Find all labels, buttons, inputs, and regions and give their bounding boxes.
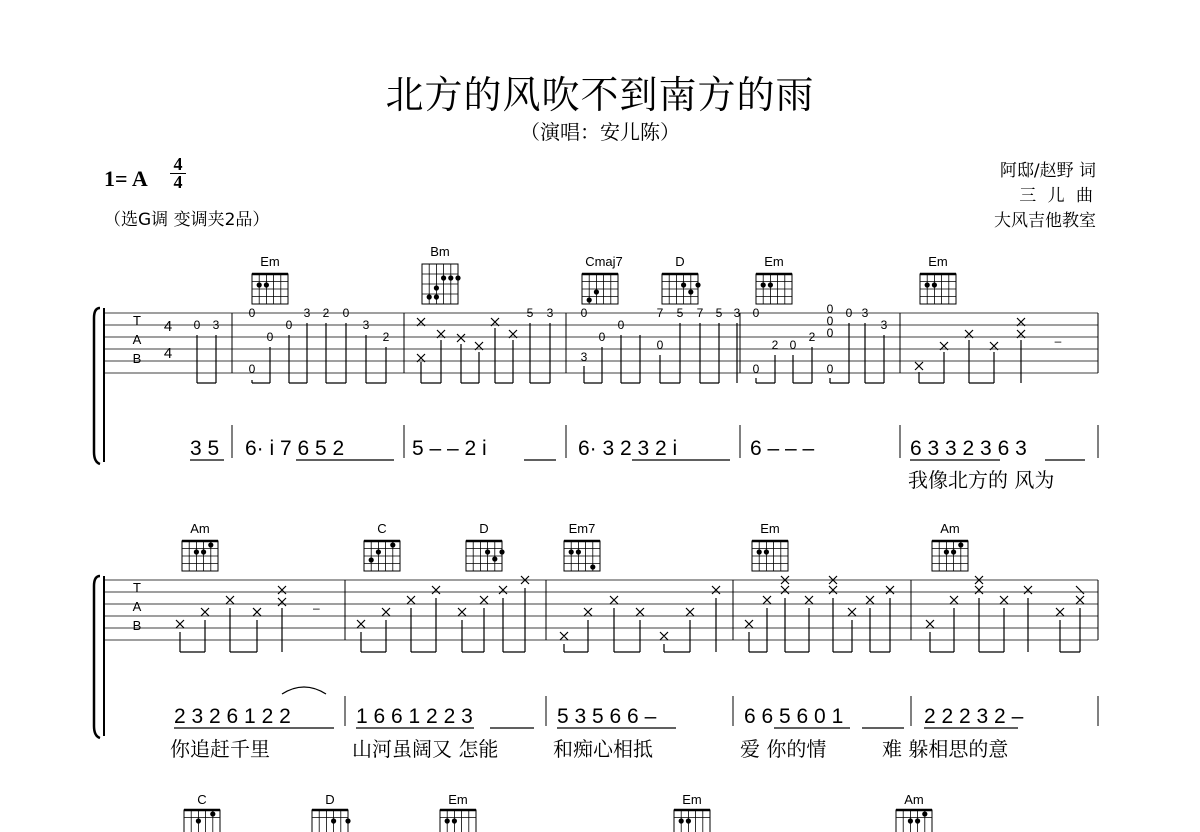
tab-clef-t: T xyxy=(133,580,141,595)
chord-diagrams-row-1 xyxy=(252,244,956,304)
svg-text:0: 0 xyxy=(826,362,834,376)
chord-diagram-c xyxy=(184,792,220,832)
tab-clef-b: B xyxy=(132,351,142,366)
svg-text:5: 5 xyxy=(676,306,684,320)
tab-time-bottom: 4 xyxy=(163,345,173,362)
key-signature: 1= A xyxy=(104,166,148,191)
svg-text:2: 2 xyxy=(771,338,779,352)
composer-credit: 三 儿 曲 xyxy=(1019,186,1096,206)
lyric-phrase-2: 山河虽阔又 怎能 xyxy=(352,737,499,761)
svg-text:2: 2 xyxy=(322,306,330,320)
svg-text:0: 0 xyxy=(285,318,293,332)
chord-diagram-em xyxy=(674,792,710,832)
lyrics-row-2 xyxy=(170,737,1008,761)
chord-diagram-d xyxy=(466,521,505,571)
chord-diagram-am xyxy=(932,521,968,571)
measure-3-notes: 5 – – 2 i xyxy=(412,437,487,460)
svg-text:3: 3 xyxy=(733,306,741,320)
svg-text:–: – xyxy=(1054,334,1062,348)
svg-text:0: 0 xyxy=(617,318,625,332)
measure-7-notes: 2 3 2 6 1 2 2 xyxy=(174,705,291,728)
svg-text:0: 0 xyxy=(826,326,834,340)
chord-diagram-c xyxy=(364,521,400,571)
svg-text:3: 3 xyxy=(580,350,588,364)
chord-name: Em xyxy=(760,521,780,536)
chord-diagram-bm xyxy=(422,244,461,304)
lyric-phrase-1: 你追赶千里 xyxy=(170,737,270,761)
chord-diagram-em xyxy=(252,254,288,304)
chord-name: Em xyxy=(260,254,280,269)
svg-text:3: 3 xyxy=(362,318,370,332)
tab-time-top: 4 xyxy=(163,318,173,335)
chord-name: C xyxy=(377,521,387,536)
chord-diagram-am xyxy=(182,521,218,571)
numbered-notation-row-1 xyxy=(190,437,1027,460)
svg-text:0: 0 xyxy=(193,318,201,332)
lyric-line-1: 我像北方的 风为 xyxy=(908,468,1055,492)
svg-text:0: 0 xyxy=(789,338,797,352)
lyric-phrase-3: 和痴心相抵 xyxy=(553,737,653,761)
chord-diagram-em xyxy=(756,254,792,304)
svg-text:0: 0 xyxy=(342,306,350,320)
song-title: 北方的风吹不到南方的雨 xyxy=(385,73,815,117)
lyric-phrase-5: 难 躲相思的意 xyxy=(882,737,1009,761)
capo-note: （选G调 变调夹2品） xyxy=(104,210,270,230)
tab-clef-row-1 xyxy=(133,313,173,366)
chord-diagram-em xyxy=(752,521,788,571)
strum-marks-row-1 xyxy=(417,318,1025,370)
svg-text:5: 5 xyxy=(526,306,534,320)
svg-text:3: 3 xyxy=(546,306,554,320)
stems-row-1 xyxy=(197,323,1021,383)
chord-name: D xyxy=(325,792,335,807)
tab-clef-a: A xyxy=(132,599,142,614)
time-top: 4 xyxy=(173,154,183,174)
chord-diagrams-row-3 xyxy=(184,792,932,832)
svg-text:2: 2 xyxy=(382,330,390,344)
chord-name: C xyxy=(197,792,207,807)
svg-text:0: 0 xyxy=(845,306,853,320)
svg-text:0: 0 xyxy=(248,306,256,320)
svg-text:2: 2 xyxy=(808,330,816,344)
chord-name: Bm xyxy=(430,244,450,259)
stems-row-2 xyxy=(180,588,1080,652)
svg-text:3: 3 xyxy=(861,306,869,320)
rest-mark: – xyxy=(313,601,320,615)
svg-text:3: 3 xyxy=(303,306,311,320)
svg-text:0: 0 xyxy=(656,338,664,352)
measure-4-notes: 6· 3 2 3 2 i xyxy=(578,437,678,460)
svg-text:0: 0 xyxy=(248,362,256,376)
measure-1-notes: 3 5 xyxy=(190,437,220,460)
svg-text:0: 0 xyxy=(598,330,606,344)
chord-name: D xyxy=(479,521,489,536)
tab-clef-row-2 xyxy=(133,580,142,633)
svg-text:0: 0 xyxy=(826,314,834,328)
chord-name: Am xyxy=(904,792,924,807)
chord-name: Am xyxy=(940,521,960,536)
chord-diagram-d xyxy=(662,254,701,304)
time-bottom: 4 xyxy=(173,172,183,192)
singer-subtitle: （演唱：安儿陈） xyxy=(520,120,680,144)
chord-diagram-em xyxy=(440,792,476,832)
measure-2-notes: 6· i 7 6 5 2 xyxy=(245,437,345,460)
chord-name: Am xyxy=(190,521,210,536)
chord-name: Em xyxy=(764,254,784,269)
chord-name: Cmaj7 xyxy=(585,254,623,269)
svg-text:7: 7 xyxy=(696,306,704,320)
svg-text:0: 0 xyxy=(580,306,588,320)
chord-diagram-am xyxy=(896,792,932,832)
chord-diagrams-row-2 xyxy=(182,521,968,571)
tie-arc xyxy=(282,687,326,694)
measure-11-notes: 2 2 2 3 2 – xyxy=(924,705,1024,728)
chord-name: Em7 xyxy=(568,521,596,536)
svg-text:3: 3 xyxy=(212,318,220,332)
chord-diagram-em7 xyxy=(564,521,600,571)
svg-text:5: 5 xyxy=(715,306,723,320)
chord-name: Em xyxy=(928,254,948,269)
tab-clef-b: B xyxy=(132,618,142,633)
svg-text:7: 7 xyxy=(656,306,664,320)
tab-clef-a: A xyxy=(132,332,142,347)
measure-10-notes: 6 6 5 6 0 1 xyxy=(744,705,844,728)
measure-8-notes: 1 6 6 1 2 2 3 xyxy=(356,705,473,728)
chord-diagram-d xyxy=(312,792,351,832)
lyric-phrase-4: 爱 你的情 xyxy=(740,737,827,761)
chord-name: Em xyxy=(448,792,468,807)
svg-text:0: 0 xyxy=(752,362,760,376)
chord-diagram-cmaj7 xyxy=(582,254,623,304)
svg-text:0: 0 xyxy=(752,306,760,320)
numbered-notation-row-2 xyxy=(174,705,1024,728)
svg-text:0: 0 xyxy=(826,302,834,316)
measure-5-notes: 6 – – – xyxy=(750,437,815,460)
publisher-credit: 大风吉他教室 xyxy=(994,211,1096,231)
svg-text:3: 3 xyxy=(880,318,888,332)
measure-6-notes: 6 3 3 2 3 6 3 xyxy=(910,437,1027,460)
tab-clef-t: T xyxy=(133,313,141,328)
chord-name: D xyxy=(675,254,685,269)
measure-9-notes: 5 3 5 6 6 – xyxy=(557,705,657,728)
svg-text:0: 0 xyxy=(266,330,274,344)
lyricist-credit: 阿邸/赵野 词 xyxy=(999,161,1096,181)
chord-name: Em xyxy=(682,792,702,807)
chord-diagram-em xyxy=(920,254,956,304)
